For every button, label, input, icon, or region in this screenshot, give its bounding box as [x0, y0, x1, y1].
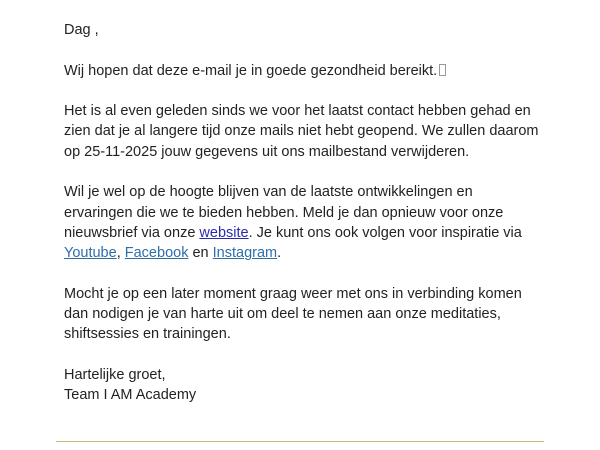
closing-text: Hartelijke groet, [64, 367, 166, 384]
and-text: en [188, 245, 213, 262]
period-text: . [277, 245, 282, 262]
inactive-notice-paragraph: Het is al even geleden sinds we voor het laatst contact hebben gehad en zien dat je al langere tijd onze mails niet hebt geopend. We zullen daarom op 25-11-2025 jouw gegevens uit ons mailbestand verwijderen. [64, 103, 539, 160]
facebook-link[interactable]: Facebook [124, 245, 189, 262]
email-body [64, 20, 544, 406]
greeting: Dag , [64, 22, 99, 38]
stay-updated-text: Wil je wel op de hoogte blijven van de laatste ontwikkelingen en ervaringen die we te bieden hebben. Meld je dan opnieuw voor onze nieuwsbrief via onze [64, 184, 504, 241]
website-link[interactable]: website [199, 224, 249, 241]
sender-name: Team I AM Academy [64, 387, 197, 404]
stay-updated-paragraph [64, 182, 544, 263]
intro-paragraph [64, 61, 544, 81]
signoff [64, 365, 544, 406]
instagram-link[interactable]: Instagram [212, 245, 278, 262]
comma-separator: , [116, 245, 125, 262]
follow-text: . Je kunt ons ook volgen voor inspiratie via [248, 224, 522, 241]
missing-glyph-icon [439, 64, 446, 76]
footer-divider [56, 441, 544, 442]
invite-paragraph: Mocht je op een later moment graag weer met ons in verbinding komen dan nodigen je van harte uit om deel te nemen aan onze meditaties, shiftsessies en trainingen. [64, 285, 522, 343]
youtube-link[interactable]: Youtube [64, 245, 117, 262]
intro-text: Wij hopen dat deze e-mail je in goede gezondheid bereikt. [64, 62, 438, 79]
